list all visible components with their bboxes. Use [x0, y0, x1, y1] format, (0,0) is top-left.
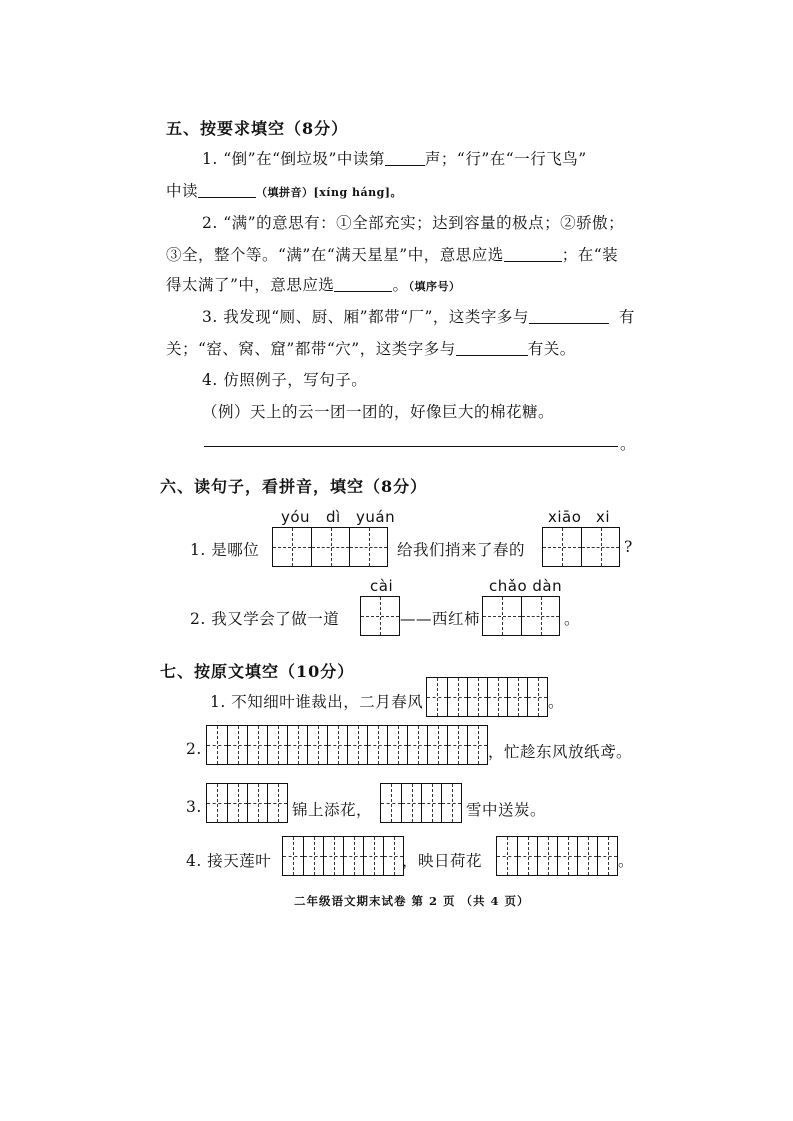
q6-2-text-c: 。: [564, 610, 581, 628]
grid-cell[interactable]: [467, 678, 487, 716]
grid-cell[interactable]: [407, 726, 427, 764]
grid-cell[interactable]: [267, 726, 287, 764]
section-5-title: 五、按要求填空（8分）: [166, 119, 349, 138]
grid-cell[interactable]: [527, 678, 547, 716]
grid-cell[interactable]: [487, 678, 507, 716]
q5-2-text-b: ③全，整个等。“满”在“满天星星”中，意思应选: [166, 246, 504, 264]
q6-1-pinyin-5: xi: [596, 508, 611, 526]
q5-2-text-d: 得太满了”中，意思应选: [166, 276, 335, 294]
grid-cell[interactable]: [441, 784, 461, 822]
grid-cell[interactable]: [283, 837, 303, 875]
grid-cell[interactable]: [311, 528, 349, 566]
q6-1-pinyin-2: dì: [326, 508, 341, 526]
q5-3-text-a: 3. 我发现“厕、厨、厢”都带“厂”，这类字多与: [202, 308, 529, 326]
grid-cell[interactable]: [483, 597, 521, 635]
grid-cell[interactable]: [521, 597, 559, 635]
q7-1-grid[interactable]: [426, 677, 548, 717]
q6-2-grid-cai[interactable]: [360, 596, 400, 636]
q5-1-note: （填拼音）[xíng háng]。: [256, 186, 402, 199]
q7-1-text-a: 1. 不知细叶谁裁出，二月春风: [210, 693, 424, 711]
q6-2-text-a: 2. 我又学会了做一道: [190, 610, 340, 628]
grid-cell[interactable]: [447, 726, 467, 764]
grid-cell[interactable]: [597, 837, 617, 875]
grid-cell[interactable]: [383, 837, 403, 875]
grid-cell[interactable]: [363, 837, 383, 875]
q7-2-grid[interactable]: [206, 725, 488, 765]
page-footer: 二年级语文期末试卷 第 2 页 （共 4 页）: [294, 894, 530, 908]
q5-2-text-c: ；在“装: [561, 246, 619, 264]
grid-cell[interactable]: [227, 784, 247, 822]
grid-cell[interactable]: [287, 726, 307, 764]
grid-cell[interactable]: [361, 597, 399, 635]
q6-2-grid-chaodan[interactable]: [482, 596, 560, 636]
grid-cell[interactable]: [581, 528, 619, 566]
q5-3-line2: [166, 337, 576, 359]
q5-1-text-b: 声；“行”在“一行飞鸟”: [424, 150, 587, 168]
q5-3-text-c: 关；“窑、窝、窟”都带“穴”，这类字多与: [166, 340, 456, 358]
q6-2-pinyin-cai: cài: [370, 577, 394, 595]
q5-2-line2: [166, 243, 618, 265]
q6-1-pinyin-4: xiāo: [548, 508, 582, 526]
q5-1-text-a: 1. “倒”在“倒垃圾”中读第: [202, 150, 385, 168]
grid-cell[interactable]: [307, 726, 327, 764]
q5-3-text-d: 有关。: [527, 340, 576, 358]
grid-cell[interactable]: [427, 726, 447, 764]
grid-cell[interactable]: [401, 784, 421, 822]
grid-cell[interactable]: [327, 726, 347, 764]
grid-cell[interactable]: [421, 784, 441, 822]
grid-cell[interactable]: [273, 528, 311, 566]
q7-4-grid-1[interactable]: [282, 836, 404, 876]
grid-cell[interactable]: [367, 726, 387, 764]
q5-4-title: 4. 仿照例子，写句子。: [202, 371, 368, 389]
q7-4-text-c: 。: [618, 852, 635, 870]
q5-2-blank-2[interactable]: [334, 276, 392, 292]
q5-2-text-e: 。: [392, 276, 409, 294]
q7-3-grid-2[interactable]: [380, 783, 462, 823]
q6-1-pinyin-1: yóu: [281, 508, 311, 526]
section-7-title: 七、按原文填空（10分）: [160, 662, 355, 681]
grid-cell[interactable]: [507, 678, 527, 716]
grid-cell[interactable]: [577, 837, 597, 875]
q6-1-text-c: ?: [624, 538, 633, 556]
grid-cell[interactable]: [323, 837, 343, 875]
q7-3-text-c: 雪中送炭。: [466, 801, 547, 819]
q5-3-blank-1[interactable]: [529, 308, 609, 324]
grid-cell[interactable]: [537, 837, 557, 875]
grid-cell[interactable]: [557, 837, 577, 875]
grid-cell[interactable]: [387, 726, 407, 764]
q5-2-note: （填序号）: [408, 280, 461, 293]
q7-3-text-a: 3.: [186, 798, 202, 816]
q7-4-text-a: 4. 接天莲叶: [186, 852, 272, 870]
q6-1-text-a: 1. 是哪位: [190, 541, 260, 559]
q5-3-line1: [202, 305, 635, 327]
q5-4-answer-line[interactable]: [204, 446, 618, 447]
q6-1-pinyin-3: yuán: [356, 508, 396, 526]
q6-1-text-b: 给我们捎来了春的: [397, 541, 526, 559]
grid-cell[interactable]: [427, 678, 447, 716]
q6-1-grid-xiaoxi[interactable]: [542, 527, 620, 567]
grid-cell[interactable]: [543, 528, 581, 566]
q5-2-line1: 2. “满”的意思有：①全部充实；达到容量的极点；②骄傲；: [202, 214, 625, 232]
grid-cell[interactable]: [347, 726, 367, 764]
grid-cell[interactable]: [497, 837, 517, 875]
q5-3-blank-2[interactable]: [456, 340, 528, 356]
q6-1-grid-youdiyuan[interactable]: [272, 527, 388, 567]
grid-cell[interactable]: [517, 837, 537, 875]
grid-cell[interactable]: [349, 528, 387, 566]
q5-2-line3: [166, 273, 460, 295]
q7-4-grid-2[interactable]: [496, 836, 618, 876]
grid-cell[interactable]: [447, 678, 467, 716]
grid-cell[interactable]: [227, 726, 247, 764]
q7-3-text-b: 锦上添花，: [292, 801, 373, 819]
q7-1-text-b: 。: [548, 693, 565, 711]
q7-3-grid-1[interactable]: [206, 783, 288, 823]
q5-1-line2: [166, 179, 402, 201]
q6-2-pinyin-chaodan: chǎo dàn: [489, 577, 563, 595]
q5-1-blank-tone[interactable]: [385, 150, 425, 166]
q7-4-text-b: ，映日荷花: [402, 852, 483, 870]
q7-2-text-a: 2.: [186, 740, 202, 758]
grid-cell[interactable]: [247, 726, 267, 764]
q5-2-blank-1[interactable]: [504, 246, 562, 262]
grid-cell[interactable]: [467, 726, 487, 764]
grid-cell[interactable]: [303, 837, 323, 875]
section-6-title: 六、读句子，看拼音，填空（8分）: [160, 477, 428, 496]
grid-cell[interactable]: [247, 784, 267, 822]
q5-1-text-c: 中读: [166, 182, 199, 200]
q6-2-text-b: ——西红柿: [400, 610, 481, 628]
q5-1-line1: [202, 147, 587, 169]
q5-4-end: 。: [620, 435, 637, 453]
q5-1-blank-pinyin[interactable]: [198, 182, 256, 198]
q7-2-text-b: ，忙趁东风放纸鸢。: [488, 743, 633, 761]
q5-4-example: （例）天上的云一团一团的，好像巨大的棉花糖。: [202, 403, 555, 421]
q5-3-text-b: 有: [618, 308, 635, 326]
grid-cell[interactable]: [207, 784, 227, 822]
grid-cell[interactable]: [207, 726, 227, 764]
grid-cell[interactable]: [267, 784, 287, 822]
grid-cell[interactable]: [343, 837, 363, 875]
grid-cell[interactable]: [381, 784, 401, 822]
